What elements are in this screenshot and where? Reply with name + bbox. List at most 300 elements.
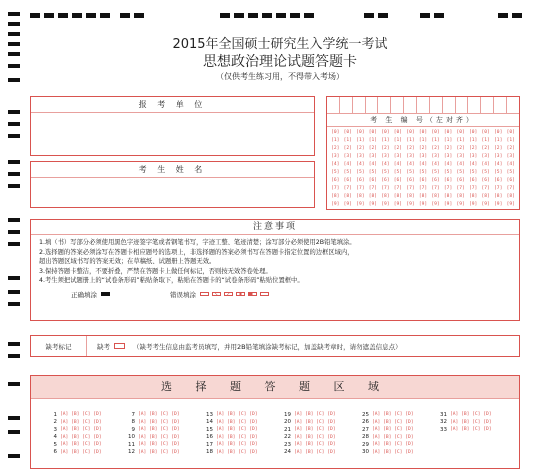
kaohao-bubble[interactable]: [0] bbox=[393, 130, 403, 135]
kaohao-write-cell[interactable] bbox=[494, 97, 507, 113]
kaohao-bubble[interactable]: [9] bbox=[381, 202, 390, 207]
timing-mark bbox=[290, 13, 300, 18]
timing-mark bbox=[304, 13, 314, 18]
kaohao-bubble[interactable]: [5] bbox=[393, 170, 403, 175]
kaohao-bubble[interactable]: [4] bbox=[393, 162, 403, 167]
kaohao-bubble[interactable]: [2] bbox=[443, 146, 453, 151]
kaohao-write-cell[interactable] bbox=[468, 97, 481, 113]
kaohao-bubble[interactable]: [2] bbox=[356, 146, 365, 151]
kaohao-bubble[interactable]: [1] bbox=[343, 138, 352, 143]
kaohao-bubble[interactable]: [5] bbox=[406, 170, 415, 175]
kaohao-write-cell[interactable] bbox=[378, 97, 391, 113]
choice-column bbox=[359, 411, 435, 456]
kaohao-bubble[interactable]: [7] bbox=[506, 186, 515, 191]
kaohao-bubble[interactable]: [1] bbox=[481, 138, 490, 143]
kaohao-write-row[interactable] bbox=[327, 97, 519, 114]
choice-question-number: 20 bbox=[284, 419, 291, 426]
timing-mark bbox=[8, 64, 20, 68]
choice-answer-grid bbox=[31, 399, 519, 456]
choice-options[interactable]: [A] [B] [C] [D] bbox=[138, 427, 180, 433]
kaohao-write-cell[interactable] bbox=[456, 97, 469, 113]
kaohao-bubble[interactable]: [2] bbox=[331, 146, 340, 151]
kaohao-bubble[interactable]: [8] bbox=[481, 194, 490, 199]
choice-options[interactable]: [A] [B] [C] [D] bbox=[450, 427, 492, 433]
choice-question-row bbox=[359, 426, 435, 434]
kaohao-bubble[interactable]: [2] bbox=[343, 146, 352, 151]
kaohao-bubble[interactable]: [1] bbox=[443, 138, 453, 143]
kaohao-bubble[interactable]: [3] bbox=[468, 154, 478, 159]
kaohao-bubble[interactable]: [4] bbox=[368, 162, 378, 167]
notice-title: 注意事项 bbox=[31, 220, 519, 235]
wrong-fill-line bbox=[260, 292, 269, 296]
kaohao-bubble[interactable]: [0] bbox=[443, 130, 453, 135]
kaohao-bubble[interactable]: [9] bbox=[356, 202, 365, 207]
kaohao-bubbles bbox=[327, 127, 519, 208]
timing-mark bbox=[8, 430, 20, 434]
kaohao-bubble[interactable]: [0] bbox=[406, 130, 415, 135]
choice-options[interactable]: [A] [B] [C] [D] bbox=[60, 434, 102, 440]
kaohao-bubble[interactable]: [2] bbox=[381, 146, 390, 151]
kaohao-write-cell[interactable] bbox=[430, 97, 443, 113]
kaohao-bubble[interactable]: [6] bbox=[456, 178, 465, 183]
choice-question-row bbox=[203, 441, 279, 449]
kaohao-bubble[interactable]: [3] bbox=[331, 154, 340, 159]
choice-question-number: 32 bbox=[440, 419, 447, 426]
kaohao-bubble[interactable]: [9] bbox=[418, 202, 428, 207]
kaohao-bubble[interactable]: [6] bbox=[406, 178, 415, 183]
choice-question-row bbox=[437, 426, 513, 434]
kaohao-bubble[interactable]: [3] bbox=[356, 154, 365, 159]
choice-options[interactable]: [A] [B] [C] [D] bbox=[294, 442, 336, 448]
kaohao-bubble[interactable]: [5] bbox=[468, 170, 478, 175]
kaohao-write-cell[interactable] bbox=[353, 97, 366, 113]
kaohao-write-cell[interactable] bbox=[366, 97, 379, 113]
wrong-fill-label: 错误填涂 bbox=[170, 290, 196, 299]
kaohao-bubble[interactable]: [8] bbox=[393, 194, 403, 199]
timing-mark bbox=[420, 13, 430, 18]
kaohao-bubble[interactable]: [0] bbox=[494, 130, 503, 135]
timing-mark bbox=[8, 302, 20, 306]
choice-options[interactable]: [A] [B] [C] [D] bbox=[60, 442, 102, 448]
kaohao-bubble[interactable]: [3] bbox=[456, 154, 465, 159]
choice-question-number: 3 bbox=[53, 426, 57, 433]
kaohao-bubble[interactable]: [0] bbox=[418, 130, 428, 135]
choice-options[interactable]: [A] [B] [C] [D] bbox=[60, 419, 102, 425]
kaohao-bubble[interactable]: [5] bbox=[443, 170, 453, 175]
notice-section bbox=[30, 219, 520, 321]
choice-options[interactable]: [A] [B] [C] [D] bbox=[294, 419, 336, 425]
kaohao-bubble[interactable]: [1] bbox=[406, 138, 415, 143]
kaohao-bubble[interactable]: [2] bbox=[418, 146, 428, 151]
kaohao-write-cell[interactable] bbox=[391, 97, 404, 113]
kaohao-bubble[interactable]: [4] bbox=[481, 162, 490, 167]
kaohao-bubble[interactable]: [4] bbox=[331, 162, 340, 167]
kaohao-bubble[interactable]: [8] bbox=[431, 194, 440, 199]
choice-options[interactable]: [A] [B] [C] [D] bbox=[138, 434, 180, 440]
timing-mark bbox=[248, 13, 258, 18]
kaohao-bubble[interactable]: [5] bbox=[418, 170, 428, 175]
kaohao-bubble[interactable]: [6] bbox=[481, 178, 490, 183]
choice-question-number: 11 bbox=[128, 441, 135, 448]
kaohao-write-cell[interactable] bbox=[340, 97, 353, 113]
kaosheng-xingming-field[interactable] bbox=[30, 161, 315, 208]
choice-question-number: 28 bbox=[362, 434, 369, 441]
choice-question-row bbox=[203, 419, 279, 427]
choice-options[interactable]: [A] [B] [C] [D] bbox=[138, 412, 180, 418]
timing-mark bbox=[8, 134, 20, 138]
kaohao-bubble[interactable]: [2] bbox=[456, 146, 465, 151]
kaohao-bubble[interactable]: [0] bbox=[368, 130, 378, 135]
kaohao-bubble[interactable]: [8] bbox=[368, 194, 378, 199]
kaohao-bubble[interactable]: [1] bbox=[368, 138, 378, 143]
choice-question-row bbox=[47, 441, 123, 449]
kaohao-bubble[interactable]: [5] bbox=[494, 170, 503, 175]
kaohao-bubble[interactable]: [7] bbox=[393, 186, 403, 191]
timing-mark bbox=[8, 218, 20, 222]
kaohao-bubble[interactable]: [4] bbox=[418, 162, 428, 167]
kaohao-bubble[interactable]: [2] bbox=[431, 146, 440, 151]
kaohao-bubble[interactable]: [5] bbox=[368, 170, 378, 175]
kaohao-bubble[interactable]: [7] bbox=[494, 186, 503, 191]
kaohao-bubble[interactable]: [8] bbox=[356, 194, 365, 199]
kaohao-bubble[interactable]: [6] bbox=[468, 178, 478, 183]
choice-options[interactable]: [A] [B] [C] [D] bbox=[60, 449, 102, 455]
notice-item: 超出答题区域书写的答案无效；在草稿纸、试题册上答题无效。 bbox=[39, 258, 216, 265]
kaohao-bubble[interactable]: [3] bbox=[443, 154, 453, 159]
kaohao-bubble[interactable]: [6] bbox=[443, 178, 453, 183]
kaohao-bubble[interactable]: [7] bbox=[356, 186, 365, 191]
kaohao-bubble[interactable]: [1] bbox=[356, 138, 365, 143]
kaohao-bubble[interactable]: [9] bbox=[406, 202, 415, 207]
choice-question-row bbox=[47, 434, 123, 442]
kaohao-bubble[interactable]: [3] bbox=[393, 154, 403, 159]
kaohao-bubble[interactable]: [8] bbox=[443, 194, 453, 199]
choice-options[interactable]: [A] [B] [C] [D] bbox=[216, 412, 258, 418]
timing-mark bbox=[8, 122, 20, 126]
kaohao-bubble[interactable]: [9] bbox=[506, 202, 515, 207]
kaohao-bubble[interactable]: [4] bbox=[506, 162, 515, 167]
kaohao-bubble[interactable]: [6] bbox=[431, 178, 440, 183]
kaohao-bubble[interactable]: [1] bbox=[393, 138, 403, 143]
kaohao-bubble[interactable]: [0] bbox=[456, 130, 465, 135]
timing-mark bbox=[8, 342, 20, 346]
timing-mark bbox=[512, 13, 522, 18]
choice-options[interactable]: [A] [B] [C] [D] bbox=[450, 419, 492, 425]
kaohao-write-cell[interactable] bbox=[443, 97, 456, 113]
kaohao-bubble[interactable]: [3] bbox=[494, 154, 503, 159]
choice-options[interactable]: [A] [B] [C] [D] bbox=[60, 427, 102, 433]
choice-question-number: 8 bbox=[131, 419, 135, 426]
kaohao-bubble[interactable]: [9] bbox=[431, 202, 440, 207]
kaohao-bubble[interactable]: [7] bbox=[431, 186, 440, 191]
kaohao-bubble[interactable]: [0] bbox=[356, 130, 365, 135]
kaohao-bubble[interactable]: [4] bbox=[343, 162, 352, 167]
choice-question-row bbox=[47, 426, 123, 434]
choice-options[interactable]: [A] [B] [C] [D] bbox=[60, 412, 102, 418]
choice-question-row bbox=[47, 449, 123, 457]
choice-question-row bbox=[203, 449, 279, 457]
kaohao-bubble[interactable]: [1] bbox=[468, 138, 478, 143]
timing-mark bbox=[364, 13, 374, 18]
timing-mark bbox=[44, 13, 54, 18]
kaohao-bubble[interactable]: [8] bbox=[468, 194, 478, 199]
choice-options[interactable]: [A] [B] [C] [D] bbox=[294, 412, 336, 418]
notice-item: 3.保持答题卡整洁，不要折叠，严禁在答题卡上做任何标记，否则按无效答卷处理。 bbox=[39, 267, 272, 275]
choice-options[interactable]: [A] [B] [C] [D] bbox=[372, 427, 414, 433]
kaosheng-xingming-label: 考 生 姓 名 bbox=[31, 162, 314, 178]
choice-options[interactable]: [A] [B] [C] [D] bbox=[372, 419, 414, 425]
choice-question-row bbox=[203, 426, 279, 434]
choice-answer-section bbox=[30, 375, 520, 469]
timing-mark bbox=[134, 13, 144, 18]
kaohao-bubble[interactable]: [8] bbox=[406, 194, 415, 199]
timing-mark bbox=[8, 160, 20, 164]
choice-question-row bbox=[359, 411, 435, 419]
choice-question-row bbox=[125, 434, 201, 442]
kaohao-bubble[interactable]: [6] bbox=[393, 178, 403, 183]
choice-options[interactable]: [A] [B] [C] [D] bbox=[216, 449, 258, 455]
kaohao-write-cell[interactable] bbox=[404, 97, 417, 113]
timing-mark bbox=[8, 276, 20, 280]
choice-options[interactable]: [A] [B] [C] [D] bbox=[372, 434, 414, 440]
choice-question-number: 5 bbox=[53, 441, 57, 448]
choice-question-number: 7 bbox=[131, 411, 135, 418]
choice-question-number: 4 bbox=[53, 434, 57, 441]
kaohao-bubble[interactable]: [3] bbox=[406, 154, 415, 159]
queke-checkbox[interactable] bbox=[114, 343, 125, 349]
choice-question-row bbox=[203, 434, 279, 442]
choice-question-row bbox=[281, 434, 357, 442]
choice-options[interactable]: [A] [B] [C] [D] bbox=[294, 449, 336, 455]
kaohao-bubble[interactable]: [1] bbox=[494, 138, 503, 143]
kaohao-bubble[interactable]: [5] bbox=[356, 170, 365, 175]
timing-mark bbox=[72, 13, 82, 18]
kaohao-bubble[interactable]: [9] bbox=[393, 202, 403, 207]
kaohao-bubble[interactable]: [9] bbox=[456, 202, 465, 207]
choice-question-row bbox=[203, 411, 279, 419]
queke-sub-label: 缺考 bbox=[97, 342, 110, 351]
page-title bbox=[90, 36, 470, 82]
choice-options[interactable]: [A] [B] [C] [D] bbox=[294, 427, 336, 433]
kaohao-bubble[interactable]: [7] bbox=[418, 186, 428, 191]
kaohao-bubble[interactable]: [1] bbox=[381, 138, 390, 143]
kaohao-bubble[interactable]: [7] bbox=[368, 186, 378, 191]
kaohao-bubble[interactable]: [7] bbox=[481, 186, 490, 191]
kaohao-bubble[interactable]: [8] bbox=[331, 194, 340, 199]
choice-options[interactable]: [A] [B] [C] [D] bbox=[138, 419, 180, 425]
kaohao-bubble[interactable]: [9] bbox=[468, 202, 478, 207]
choice-question-number: 1 bbox=[53, 411, 57, 418]
choice-question-number: 21 bbox=[284, 426, 291, 433]
kaohao-bubble[interactable]: [3] bbox=[418, 154, 428, 159]
kaohao-bubble[interactable]: [6] bbox=[343, 178, 352, 183]
choice-question-row bbox=[47, 419, 123, 427]
kaohao-bubble[interactable]: [8] bbox=[456, 194, 465, 199]
kaohao-bubble[interactable]: [6] bbox=[418, 178, 428, 183]
timing-marks-left bbox=[8, 10, 22, 470]
kaohao-bubble[interactable]: [8] bbox=[506, 194, 515, 199]
kaohao-bubble[interactable]: [7] bbox=[343, 186, 352, 191]
kaohao-bubble[interactable]: [8] bbox=[381, 194, 390, 199]
kaohao-bubble[interactable]: [3] bbox=[481, 154, 490, 159]
choice-options[interactable]: [A] [B] [C] [D] bbox=[372, 449, 414, 455]
kaohao-bubble[interactable]: [4] bbox=[431, 162, 440, 167]
choice-question-number: 22 bbox=[284, 434, 291, 441]
correct-fill-label: 正确填涂 bbox=[71, 290, 97, 299]
choice-question-number: 30 bbox=[362, 449, 369, 456]
kaohao-bubble[interactable]: [4] bbox=[356, 162, 365, 167]
choice-question-number: 24 bbox=[284, 449, 291, 456]
kaohao-label: 考 生 编 号（左对齐） bbox=[327, 114, 519, 127]
kaohao-bubble[interactable]: [6] bbox=[368, 178, 378, 183]
choice-question-row bbox=[125, 419, 201, 427]
choice-column bbox=[281, 411, 357, 456]
kaohao-bubble[interactable]: [2] bbox=[468, 146, 478, 151]
kaohao-write-cell[interactable] bbox=[417, 97, 430, 113]
kaohao-bubble[interactable]: [2] bbox=[506, 146, 515, 151]
kaohao-bubble[interactable]: [3] bbox=[381, 154, 390, 159]
kaohao-bubble[interactable]: [6] bbox=[506, 178, 515, 183]
kaohao-bubble[interactable]: [3] bbox=[343, 154, 352, 159]
kaohao-write-cell[interactable] bbox=[481, 97, 494, 113]
choice-options[interactable]: [A] [B] [C] [D] bbox=[216, 442, 258, 448]
kaohao-bubble[interactable]: [0] bbox=[343, 130, 352, 135]
choice-options[interactable]: [A] [B] [C] [D] bbox=[372, 412, 414, 418]
kaohao-bubble[interactable]: [4] bbox=[494, 162, 503, 167]
timing-mark bbox=[8, 184, 20, 188]
choice-question-number: 29 bbox=[362, 441, 369, 448]
kaohao-bubble[interactable]: [6] bbox=[381, 178, 390, 183]
wrong-fill-dot bbox=[236, 292, 245, 296]
baokao-danwei-field[interactable] bbox=[30, 96, 315, 156]
kaohao-bubble[interactable]: [1] bbox=[506, 138, 515, 143]
kaohao-bubble[interactable]: [6] bbox=[356, 178, 365, 183]
kaohao-bubble[interactable]: [8] bbox=[343, 194, 352, 199]
kaohao-bubble[interactable]: [0] bbox=[481, 130, 490, 135]
choice-options[interactable]: [A] [B] [C] [D] bbox=[372, 442, 414, 448]
kaohao-bubble[interactable]: [0] bbox=[468, 130, 478, 135]
timing-mark bbox=[8, 78, 20, 82]
choice-question-row bbox=[437, 411, 513, 419]
kaohao-bubble[interactable]: [5] bbox=[506, 170, 515, 175]
kaohao-bubble[interactable]: [7] bbox=[443, 186, 453, 191]
choice-question-row bbox=[125, 441, 201, 449]
choice-question-row bbox=[281, 449, 357, 457]
wrong-fill-half bbox=[248, 292, 257, 296]
kaohao-bubble[interactable]: [1] bbox=[418, 138, 428, 143]
choice-options[interactable]: [A] [B] [C] [D] bbox=[216, 427, 258, 433]
kaohao-bubble[interactable]: [6] bbox=[331, 178, 340, 183]
kaohao-bubble[interactable]: [1] bbox=[331, 138, 340, 143]
notice-item: 1.填（书）写部分必须使用黑色字迹签字笔或者钢笔书写，字迹工整、笔迹清楚；涂写部分必须使用2B铅笔填涂。 bbox=[39, 239, 356, 246]
kaohao-bubble[interactable]: [8] bbox=[418, 194, 428, 199]
choice-column bbox=[203, 411, 279, 456]
kaohao-bubble[interactable]: [9] bbox=[443, 202, 453, 207]
kaohao-bubble[interactable]: [4] bbox=[468, 162, 478, 167]
kaohao-bubble[interactable]: [9] bbox=[368, 202, 378, 207]
timing-mark bbox=[220, 13, 230, 18]
wrong-fill-samples bbox=[200, 292, 269, 296]
kaohao-bubble[interactable]: [9] bbox=[494, 202, 503, 207]
choice-question-number: 26 bbox=[362, 419, 369, 426]
timing-mark bbox=[8, 52, 20, 56]
kaohao-bubble[interactable]: [2] bbox=[368, 146, 378, 151]
kaohao-bubble[interactable]: [0] bbox=[431, 130, 440, 135]
kaohao-bubble[interactable]: [3] bbox=[368, 154, 378, 159]
choice-question-number: 9 bbox=[131, 426, 135, 433]
kaohao-bubble[interactable]: [4] bbox=[443, 162, 453, 167]
choice-options[interactable]: [A] [B] [C] [D] bbox=[216, 419, 258, 425]
kaohao-bubble[interactable]: [2] bbox=[393, 146, 403, 151]
kaohao-bubble[interactable]: [5] bbox=[456, 170, 465, 175]
choice-question-number: 19 bbox=[284, 411, 291, 418]
choice-options[interactable]: [A] [B] [C] [D] bbox=[294, 434, 336, 440]
kaohao-bubble[interactable]: [7] bbox=[406, 186, 415, 191]
choice-question-row bbox=[125, 426, 201, 434]
kaohao-bubble[interactable]: [5] bbox=[343, 170, 352, 175]
correct-fill-sample bbox=[101, 292, 110, 296]
timing-mark bbox=[58, 13, 68, 18]
kaohao-bubble[interactable]: [4] bbox=[406, 162, 415, 167]
kaohao-bubble[interactable]: [8] bbox=[494, 194, 503, 199]
kaohao-bubble[interactable]: [9] bbox=[481, 202, 490, 207]
kaohao-bubble[interactable]: [0] bbox=[381, 130, 390, 135]
kaohao-bubble[interactable]: [7] bbox=[468, 186, 478, 191]
kaohao-bubble[interactable]: [3] bbox=[506, 154, 515, 159]
kaohao-bubble[interactable]: [7] bbox=[331, 186, 340, 191]
kaohao-bubble[interactable]: [0] bbox=[506, 130, 515, 135]
kaohao-write-cell[interactable] bbox=[327, 97, 340, 113]
kaohao-bubble[interactable]: [7] bbox=[456, 186, 465, 191]
kaohao-bubble[interactable]: [2] bbox=[481, 146, 490, 151]
kaohao-bubble[interactable]: [9] bbox=[343, 202, 352, 207]
choice-options[interactable]: [A] [B] [C] [D] bbox=[450, 412, 492, 418]
kaohao-bubble[interactable]: [4] bbox=[456, 162, 465, 167]
kaosheng-bianhao-grid bbox=[326, 96, 520, 210]
choice-options[interactable]: [A] [B] [C] [D] bbox=[216, 434, 258, 440]
kaohao-bubble[interactable]: [2] bbox=[494, 146, 503, 151]
kaohao-bubble[interactable]: [2] bbox=[406, 146, 415, 151]
kaohao-bubble[interactable]: [5] bbox=[431, 170, 440, 175]
kaohao-bubble[interactable]: [5] bbox=[381, 170, 390, 175]
choice-options[interactable]: [A] [B] [C] [D] bbox=[138, 442, 180, 448]
card-title: 思想政治理论试题答题卡 bbox=[203, 54, 357, 70]
choice-question-row bbox=[359, 434, 435, 442]
kaohao-bubble[interactable]: [6] bbox=[494, 178, 503, 183]
kaohao-bubble[interactable]: [0] bbox=[331, 130, 340, 135]
kaohao-bubble[interactable]: [5] bbox=[331, 170, 340, 175]
kaohao-bubble[interactable]: [7] bbox=[381, 186, 390, 191]
timing-mark bbox=[30, 13, 40, 18]
kaohao-bubble[interactable]: [1] bbox=[456, 138, 465, 143]
kaohao-bubble[interactable]: [3] bbox=[431, 154, 440, 159]
kaohao-bubble[interactable]: [1] bbox=[431, 138, 440, 143]
timing-mark bbox=[262, 13, 272, 18]
choice-options[interactable]: [A] [B] [C] [D] bbox=[138, 449, 180, 455]
choice-question-number: 31 bbox=[440, 411, 447, 418]
kaohao-bubble[interactable]: [4] bbox=[381, 162, 390, 167]
kaohao-write-cell[interactable] bbox=[507, 97, 519, 113]
choice-question-row bbox=[359, 441, 435, 449]
kaohao-bubble[interactable]: [9] bbox=[331, 202, 340, 207]
choice-question-number: 33 bbox=[440, 426, 447, 433]
choice-question-number: 16 bbox=[206, 434, 213, 441]
choice-question-number: 13 bbox=[206, 411, 213, 418]
kaohao-bubble[interactable]: [5] bbox=[481, 170, 490, 175]
choice-question-number: 12 bbox=[128, 449, 135, 456]
fill-samples bbox=[71, 290, 519, 299]
timing-mark bbox=[8, 42, 20, 46]
